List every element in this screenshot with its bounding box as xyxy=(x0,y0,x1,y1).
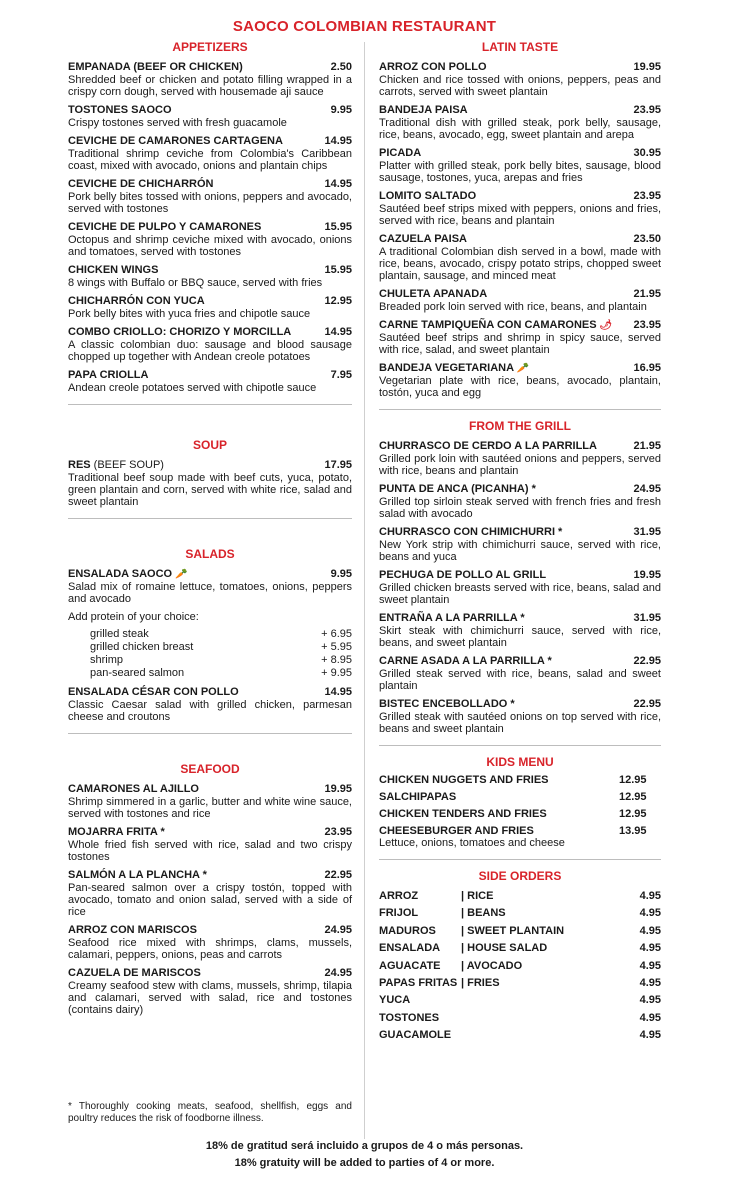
item-price: 19.95 xyxy=(633,569,661,581)
item-name xyxy=(68,295,205,308)
menu-item xyxy=(379,147,661,184)
side-name-spanish: MADUROS xyxy=(379,924,436,937)
item-name xyxy=(379,440,597,453)
item-name-text: CEVICHE DE CHICHARRÓN xyxy=(68,178,214,190)
item-description: Pork belly bites tossed with onions, peppers and avocado, served with tostones xyxy=(68,191,352,215)
item-price: 15.95 xyxy=(324,221,352,233)
menu-item xyxy=(68,221,352,258)
item-price: 14.95 xyxy=(324,135,352,147)
side-item xyxy=(379,975,661,992)
menu-item xyxy=(379,569,661,606)
side-name-spanish: TOSTONES xyxy=(379,1011,440,1024)
menu-item xyxy=(68,178,352,215)
protein-price: + 8.95 xyxy=(321,654,352,666)
item-name xyxy=(68,61,243,74)
item-price: 30.95 xyxy=(633,147,661,159)
item-name-text: ENTRAÑA A LA PARRILLA * xyxy=(379,612,525,624)
item-name-text: CARNE TAMPIQUEÑA CON CAMARONES xyxy=(379,319,597,331)
menu-item xyxy=(379,698,661,735)
item-price: 2.50 xyxy=(330,61,352,73)
item-description: Sautéed beef strips mixed with peppers, onions and fries, served with rice, beans and plantain xyxy=(379,203,661,227)
item-name xyxy=(379,104,468,117)
item-price: 7.95 xyxy=(330,369,352,381)
item-price: 23.95 xyxy=(633,319,661,331)
item-name: ENSALADA CÉSAR CON POLLO xyxy=(68,686,239,698)
kids-item xyxy=(379,789,661,806)
item-name xyxy=(68,826,165,839)
item-name-text: CHURRASCO DE CERDO A LA PARRILLA xyxy=(379,440,597,452)
item-name-text: PUNTA DE ANCA (PICANHA) * xyxy=(379,483,536,495)
menu-item xyxy=(379,655,661,692)
item-description: Grilled steak served with rice, beans, salad and sweet plantain xyxy=(379,668,661,692)
item-price: 16.95 xyxy=(633,362,661,374)
item-price: 12.95 xyxy=(324,295,352,307)
side-name-spanish: AGUACATE xyxy=(379,959,441,972)
side-name-english: | SWEET PLANTAIN xyxy=(461,924,565,937)
item-name: CHICKEN NUGGETS AND FRIES xyxy=(379,774,549,786)
item-description: 8 wings with Buffalo or BBQ sauce, served with fries xyxy=(68,277,323,289)
item-name-text: ARROZ CON POLLO xyxy=(379,61,487,73)
item-description: Traditional dish with grilled steak, pork belly, sausage, rice, beans, avocado, egg, sweet plantain and arepa xyxy=(379,117,661,141)
item-name-text: CARNE ASADA A LA PARRILLA * xyxy=(379,655,552,667)
item-price: 23.95 xyxy=(633,190,661,202)
item-description: Seafood rice mixed with shrimps, clams, mussels, calamari, peppers, onions, peas and carrots xyxy=(68,937,352,961)
item-name-text: CAMARONES AL AJILLO xyxy=(68,783,199,795)
item-name xyxy=(68,783,199,796)
kids-list xyxy=(379,772,661,849)
section-heading: APPETIZERS xyxy=(172,40,248,54)
item-price: 23.95 xyxy=(324,826,352,838)
section-divider xyxy=(379,745,661,746)
kids-section xyxy=(379,755,661,849)
seafood-section xyxy=(68,762,352,1016)
side-item xyxy=(379,992,661,1009)
item-price: 4.95 xyxy=(639,924,661,937)
item-price: 12.95 xyxy=(619,791,647,803)
item-description: Grilled pork loin with sautéed onions and peppers, served with rice, beans and plantain xyxy=(379,453,661,477)
protein-option xyxy=(68,654,352,667)
menu-item xyxy=(68,869,352,918)
side-name-english: | AVOCADO xyxy=(461,959,523,972)
protein-name: pan-seared salmon xyxy=(90,667,185,679)
item-name-text: CHICHARRÓN CON YUCA xyxy=(68,295,205,307)
item-price: 19.95 xyxy=(324,783,352,795)
menu-item xyxy=(379,526,661,563)
section-divider xyxy=(68,733,352,734)
menu-item xyxy=(68,326,352,363)
side-orders-section xyxy=(379,869,661,1045)
menu-item xyxy=(379,612,661,649)
appetizers-section xyxy=(68,40,352,394)
menu-item xyxy=(68,826,352,863)
item-price: 19.95 xyxy=(633,61,661,73)
item-name xyxy=(379,147,421,160)
side-item xyxy=(379,923,661,940)
item-name-text: BANDEJA PAISA xyxy=(379,104,468,116)
item-price: 13.95 xyxy=(619,825,647,837)
item-price: 4.95 xyxy=(639,959,661,972)
item-name-text: CHICKEN WINGS xyxy=(68,264,159,276)
section-divider xyxy=(68,404,352,405)
item-name: CHICKEN TENDERS AND FRIES xyxy=(379,808,547,820)
item-price: 24.95 xyxy=(324,924,352,936)
item-description: Classic Caesar salad with grilled chicken, parmesan cheese and croutons xyxy=(68,699,352,723)
protein-prompt: Add protein of your choice: xyxy=(68,611,199,623)
item-name-text: PECHUGA DE POLLO AL GRILL xyxy=(379,569,547,581)
side-name-english: | RICE xyxy=(461,890,494,902)
item-description: A traditional Colombian dish served in a bowl, made with rice, beans, avocado, crispy potato strips, chopped sweet plantain, sausage, and minced meat xyxy=(379,246,661,282)
side-name-spanish: ARROZ xyxy=(379,890,419,902)
item-name-text: PAPA CRIOLLA xyxy=(68,369,149,381)
item-name-text: CEVICHE DE CAMARONES CARTAGENA xyxy=(68,135,283,147)
item-name-text: CHURRASCO CON CHIMICHURRI * xyxy=(379,526,563,538)
item-name xyxy=(379,612,525,625)
side-name-spanish: PAPAS FRITAS xyxy=(379,977,458,990)
menu-item xyxy=(379,440,661,477)
item-name-text: CAZUELA DE MARISCOS xyxy=(68,967,201,979)
item-description: Whole fried fish served with rice, salad and two crispy tostones xyxy=(68,839,352,863)
item-description: Platter with grilled steak, pork belly bites, sausage, blood sausage, tostones, yuca, arepas and fries xyxy=(379,160,661,184)
item-price: 4.95 xyxy=(639,942,661,955)
menu-item xyxy=(379,190,661,227)
item-name-text: EMPANADA (BEEF OR CHICKEN) xyxy=(68,61,243,73)
item-description: Salad mix of romaine lettuce, tomatoes, onions, peppers and avocado xyxy=(68,581,352,605)
item-price: 22.95 xyxy=(324,869,352,881)
menu-item xyxy=(68,295,352,320)
section-heading: SOUP xyxy=(192,438,227,452)
protein-option xyxy=(68,641,352,654)
item-price: 21.95 xyxy=(633,288,661,300)
menu-item xyxy=(68,135,352,172)
item-description: Lettuce, onions, tomatoes and cheese xyxy=(379,837,565,849)
side-name-english xyxy=(461,992,637,1009)
side-name-english: | HOUSE SALAD xyxy=(461,942,548,955)
item-name xyxy=(68,924,197,937)
side-item xyxy=(379,940,661,957)
item-price: 23.50 xyxy=(633,233,661,245)
item-name xyxy=(68,369,148,382)
item-description: Sautéed beef strips and shrimp in spicy sauce, served with rice, salad, and sweet plantain xyxy=(379,332,661,356)
item-name xyxy=(379,190,476,203)
menu-item xyxy=(379,319,661,356)
item-price: 12.95 xyxy=(619,808,647,820)
menu-item xyxy=(379,288,661,313)
item-description: Shrimp simmered in a garlic, butter and white wine sauce, served with tostones and rice xyxy=(68,796,352,820)
protein-list xyxy=(68,628,352,680)
item-name xyxy=(68,135,283,148)
protein-option xyxy=(68,667,352,680)
item-description: Pork belly bites with yuca fries and chipotle sauce xyxy=(68,308,311,320)
chili-icon: 🌶 xyxy=(596,320,613,331)
item-name xyxy=(379,362,529,375)
menu-item xyxy=(379,362,661,399)
item-description: Crispy tostones served with fresh guacamole xyxy=(68,117,287,129)
item-name-text: ENSALADA SAOCO xyxy=(68,568,173,580)
item-description: A classic colombian duo: sausage and blood sausage chopped up together with Andean creole potatoes xyxy=(68,339,352,363)
section-divider xyxy=(379,409,661,410)
item-price: 4.95 xyxy=(639,977,661,990)
grill-list xyxy=(379,440,661,735)
section-heading: LATIN TASTE xyxy=(481,40,559,54)
item-price: 4.95 xyxy=(639,890,661,902)
item-name-text: CEVICHE DE PULPO Y CAMARONES xyxy=(68,221,262,233)
item-price: 9.95 xyxy=(330,568,352,580)
item-name-text: SALMÓN A LA PLANCHA * xyxy=(68,869,207,881)
item-name xyxy=(68,104,172,117)
side-name-english xyxy=(461,1027,637,1044)
left-column xyxy=(68,40,352,1022)
item-description: Grilled top sirloin steak served with french fries and fresh salad with avocado xyxy=(379,496,661,520)
item-price: 14.95 xyxy=(324,686,352,698)
item-price: 22.95 xyxy=(633,655,661,667)
item-price: 15.95 xyxy=(324,264,352,276)
item-description: Chicken and rice tossed with onions, peppers, peas and carrots, served with sweet plantain xyxy=(379,74,661,98)
item-name xyxy=(68,568,188,581)
item-price: 12.95 xyxy=(619,774,647,786)
section-divider xyxy=(379,859,661,860)
item-name xyxy=(68,967,201,980)
item-price: 24.95 xyxy=(324,967,352,979)
item-price: 9.95 xyxy=(330,104,352,116)
item-price: 14.95 xyxy=(324,178,352,190)
item-description: Creamy seafood stew with clams, mussels, shrimp, tilapia and calamari, served with salad, rice and tostones (contains dairy) xyxy=(68,980,352,1016)
item-name xyxy=(68,221,261,234)
side-name-spanish: YUCA xyxy=(379,994,411,1007)
item-name-text: LOMITO SALTADO xyxy=(379,190,477,202)
menu-item xyxy=(68,568,352,605)
item-price: 31.95 xyxy=(633,612,661,624)
right-column xyxy=(379,40,661,1045)
item-name xyxy=(68,459,164,472)
section-heading: SALADS xyxy=(185,547,235,561)
side-name-english xyxy=(461,1010,637,1027)
item-name xyxy=(379,61,487,74)
seafood-list xyxy=(68,783,352,1016)
item-name-text: MOJARRA FRITA * xyxy=(68,826,165,838)
item-price: 23.95 xyxy=(633,104,661,116)
item-description: Skirt steak with chimichurri sauce, served with rice, beans, and sweet plantain xyxy=(379,625,661,649)
salads-section xyxy=(68,547,352,723)
menu-item xyxy=(379,483,661,520)
item-name xyxy=(68,178,213,191)
soup-section xyxy=(68,438,352,508)
item-name-text: ARROZ CON MARISCOS xyxy=(68,924,197,936)
menu-item xyxy=(68,459,352,508)
section-heading: SIDE ORDERS xyxy=(478,869,562,883)
section-heading: SEAFOOD xyxy=(180,762,240,776)
item-price: 4.95 xyxy=(639,907,661,920)
item-price: 4.95 xyxy=(639,1029,661,1042)
latin-list xyxy=(379,61,661,399)
item-name xyxy=(379,483,536,496)
item-description: Pan-seared salmon over a crispy tostón, topped with avocado, tomato and onion salad, served with a side of rice xyxy=(68,882,352,918)
item-price: 14.95 xyxy=(324,326,352,338)
item-name-text: COMBO CRIOLLO: CHORIZO Y MORCILLA xyxy=(68,326,292,338)
protein-option xyxy=(68,628,352,641)
item-name-text: BANDEJA VEGETARIANA xyxy=(379,362,515,374)
item-name xyxy=(68,869,207,882)
side-item xyxy=(379,958,661,975)
section-heading: KIDS MENU xyxy=(486,755,554,769)
side-name-spanish: FRIJOL xyxy=(379,907,419,920)
menu-item xyxy=(68,924,352,961)
item-name xyxy=(379,569,546,582)
item-name xyxy=(68,264,158,277)
carrot-icon: 🥕 xyxy=(175,569,188,580)
section-heading: FROM THE GRILL xyxy=(469,419,571,433)
item-description: Andean creole potatoes served with chipotle sauce xyxy=(68,382,317,394)
appetizers-list xyxy=(68,61,352,394)
protein-name: shrimp xyxy=(90,654,124,666)
item-description: Vegetarian plate with rice, beans, avocado, plantain, tostón, yuca and egg xyxy=(379,375,661,399)
menu-item xyxy=(68,264,352,289)
protein-price: + 5.95 xyxy=(321,641,352,653)
protein-name: grilled chicken breast xyxy=(90,641,194,653)
menu-item xyxy=(379,104,661,141)
item-name-text: BISTEC ENCEBOLLADO * xyxy=(379,698,515,710)
protein-options xyxy=(68,611,352,680)
item-price: 17.95 xyxy=(324,459,352,471)
restaurant-title: SAOCO COLOMBIAN RESTAURANT xyxy=(232,18,497,35)
item-description: Traditional beef soup made with beef cuts, yuca, potato, green plantain and corn, served with white rice, salad and sweet plantain xyxy=(68,472,352,508)
side-item xyxy=(379,1010,661,1027)
item-name xyxy=(379,233,467,246)
sides-list xyxy=(379,888,661,1045)
kids-item xyxy=(379,806,661,823)
protein-price: + 6.95 xyxy=(321,628,352,640)
food-safety-footnote: * Thoroughly cooking meats, seafood, shellfish, eggs and poultry reduces the risk of foodborne illness. xyxy=(68,1101,352,1124)
item-price: 4.95 xyxy=(639,1011,661,1024)
item-name xyxy=(68,326,291,339)
menu-item xyxy=(68,686,352,723)
item-description: New York strip with chimichurri sauce, served with rice, beans and yuca xyxy=(379,539,661,563)
side-item xyxy=(379,888,661,905)
item-price: 22.95 xyxy=(633,698,661,710)
gratuity-note-english: 18% gratuity will be added to parties of 4 or more. xyxy=(234,1157,495,1169)
item-description: Shredded beef or chicken and potato filling wrapped in a crispy corn dough, served with housemade aji sauce xyxy=(68,74,352,98)
gratuity-note-spanish: 18% de gratitud será incluido a grupos de 4 o más personas. xyxy=(205,1140,524,1152)
item-name-main: RES xyxy=(68,459,91,471)
carrot-icon: 🥕 xyxy=(514,363,530,374)
item-name xyxy=(379,526,562,539)
item-name xyxy=(379,655,552,668)
grill-section xyxy=(379,419,661,735)
side-name-spanish: ENSALADA xyxy=(379,942,441,955)
item-name xyxy=(379,698,515,711)
item-description: Grilled chicken breasts served with rice, beans, salad and sweet plantain xyxy=(379,582,661,606)
item-price: 24.95 xyxy=(633,483,661,495)
side-name-spanish: GUACAMOLE xyxy=(379,1029,452,1042)
menu-item xyxy=(379,233,661,282)
item-name-text: PICADA xyxy=(379,147,422,159)
side-name-english: | BEANS xyxy=(461,907,506,920)
item-description: Grilled steak with sautéed onions on top served with rice, beans and sweet plantain xyxy=(379,711,661,735)
item-name-text: CHULETA APANADA xyxy=(379,288,488,300)
menu-item xyxy=(68,967,352,1016)
section-divider xyxy=(68,518,352,519)
item-description: Breaded pork loin served with rice, beans, and plantain xyxy=(379,301,647,313)
item-description: Traditional shrimp ceviche from Colombia's Caribbean coast, mixed with avocado, onions and plantain chips xyxy=(68,148,352,172)
protein-price: + 9.95 xyxy=(321,667,352,679)
menu-item xyxy=(68,104,352,129)
item-description: Octopus and shrimp ceviche mixed with avocado, onions and tomatoes, served with tostones xyxy=(68,234,352,258)
item-price: 31.95 xyxy=(633,526,661,538)
item-name-text: CAZUELA PAISA xyxy=(379,233,467,245)
item-name xyxy=(379,319,612,332)
menu-item xyxy=(68,61,352,98)
column-divider xyxy=(364,42,365,1139)
item-price: 21.95 xyxy=(633,440,661,452)
item-name-suffix: (BEEF SOUP) xyxy=(90,459,164,471)
item-name-text: TOSTONES SAOCO xyxy=(68,104,172,116)
side-name-english: | FRIES xyxy=(461,977,500,990)
kids-item xyxy=(379,772,661,789)
item-price: 4.95 xyxy=(639,994,661,1007)
item-name: SALCHIPAPAS xyxy=(379,791,457,803)
menu-item xyxy=(68,783,352,820)
latin-taste-section xyxy=(379,40,661,399)
menu-item xyxy=(68,369,352,394)
item-name xyxy=(379,288,487,301)
side-item xyxy=(379,905,661,922)
side-item xyxy=(379,1027,661,1044)
menu-item xyxy=(379,61,661,98)
item-name: CHEESEBURGER AND FRIES xyxy=(379,825,534,837)
protein-name: grilled steak xyxy=(90,628,149,640)
